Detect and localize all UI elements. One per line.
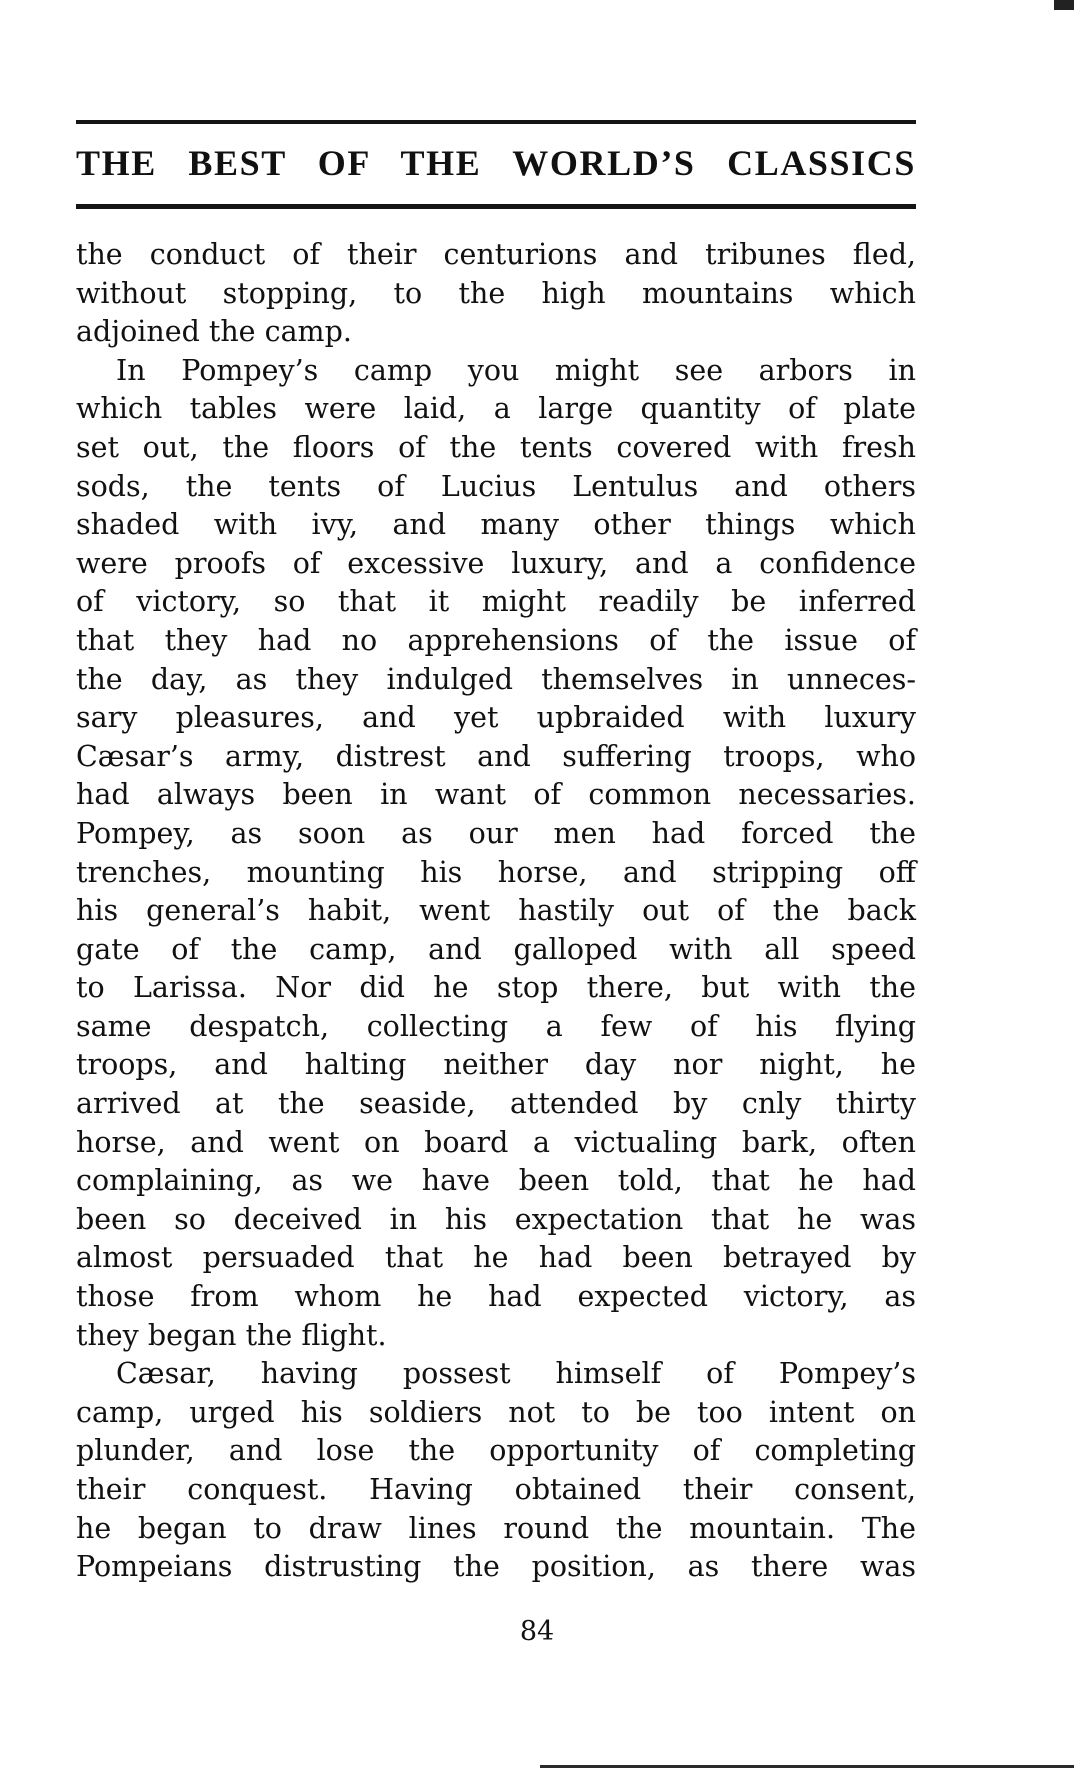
text-line: In Pompey’s camp you might see arbors in bbox=[116, 353, 916, 387]
text-line: troops, and halting neither day nor night, he bbox=[76, 1048, 916, 1082]
text-line: horse, and went on board a victualing bark, often bbox=[76, 1125, 916, 1159]
text-line: trenches, mounting his horse, and stripping off bbox=[76, 855, 916, 889]
text-line: adjoined the camp. bbox=[76, 315, 352, 349]
text-line: without stopping, to the high mountains which bbox=[76, 276, 916, 310]
text-line: that they had no apprehensions of the issue of bbox=[76, 623, 916, 657]
text-line: were proofs of excessive luxury, and a confidence bbox=[76, 546, 916, 580]
running-head: THE BEST OF THE WORLD’S CLASSICS bbox=[76, 143, 916, 183]
header-rule-bottom bbox=[76, 204, 916, 209]
text-line: sary pleasures, and yet upbraided with luxury bbox=[76, 701, 916, 735]
page-edge-line bbox=[540, 1765, 1074, 1768]
text-line: Cæsar, having possest himself of Pompey’s bbox=[116, 1357, 916, 1391]
text-line: arrived at the seaside, attended by cnly thirty bbox=[76, 1087, 916, 1121]
text-line: those from whom he had expected victory, as bbox=[76, 1280, 916, 1314]
page-corner-mark bbox=[1054, 0, 1074, 10]
text-line: complaining, as we have been told, that he had bbox=[76, 1164, 916, 1198]
page-number: 84 bbox=[519, 1616, 555, 1647]
text-line: the conduct of their centurions and tribunes fled, bbox=[76, 238, 916, 271]
text-line: Pompey, as soon as our men had forced the bbox=[76, 816, 916, 850]
text-line: had always been in want of common necessaries. bbox=[76, 778, 916, 812]
text-line: Cæsar’s army, distrest and suffering troops, who bbox=[76, 739, 916, 773]
body-text bbox=[76, 236, 916, 1587]
text-line: they began the flight. bbox=[76, 1318, 387, 1352]
text-line: shaded with ivy, and many other things which bbox=[76, 508, 916, 542]
text-line: plunder, and lose the opportunity of completing bbox=[76, 1434, 916, 1468]
text-line: been so deceived in his expectation that he was bbox=[76, 1202, 916, 1236]
text-line: which tables were laid, a large quantity of plate bbox=[76, 392, 916, 426]
text-line: his general’s habit, went hastily out of the back bbox=[76, 894, 916, 928]
text-line: set out, the floors of the tents covered with fresh bbox=[76, 430, 916, 464]
text-line: Pompeians distrusting the position, as there was bbox=[76, 1550, 916, 1584]
text-line: almost persuaded that he had been betrayed by bbox=[76, 1241, 916, 1275]
text-line: to Larissa. Nor did he stop there, but with the bbox=[76, 971, 916, 1005]
text-line: their conquest. Having obtained their consent, bbox=[76, 1473, 916, 1506]
header-rule-top bbox=[76, 120, 916, 124]
text-line: camp, urged his soldiers not to be too intent on bbox=[76, 1395, 916, 1429]
text-line: gate of the camp, and galloped with all speed bbox=[76, 932, 916, 966]
text-line: of victory, so that it might readily be inferred bbox=[76, 585, 916, 619]
text-line: he began to draw lines round the mountain. The bbox=[76, 1511, 916, 1545]
text-line: the day, as they indulged themselves in unneces- bbox=[76, 662, 916, 696]
text-line: same despatch, collecting a few of his flying bbox=[76, 1009, 916, 1043]
text-line: sods, the tents of Lucius Lentulus and others bbox=[76, 469, 916, 503]
